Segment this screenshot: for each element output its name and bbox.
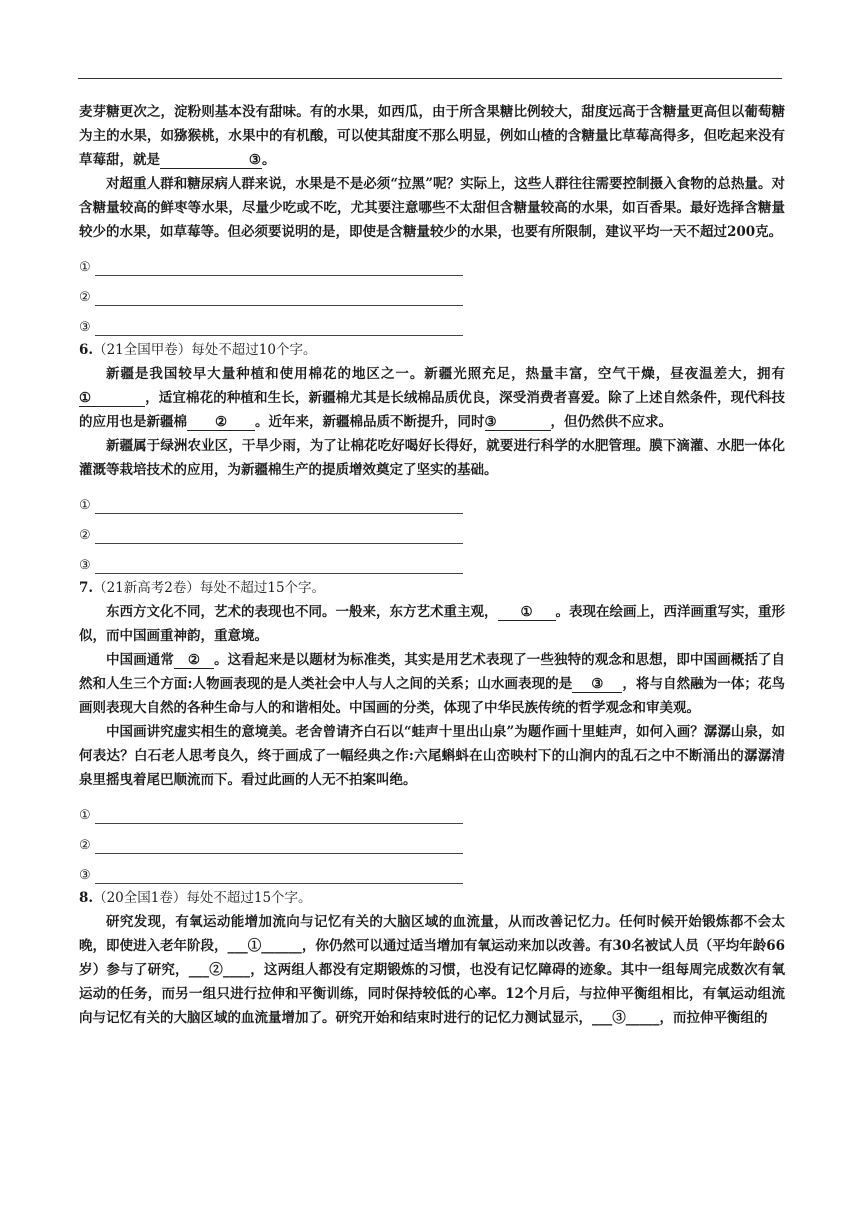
question-7-paragraph-2: 中国画通常 ② 。这看起来是以题材为标准类，其实是用艺术表现了一些独特的观念和思想，即中国画概括了自然和人生三个方面:人物画表现的是人类社会中人与人之间的关系；山水画表现的是 ③ ，将与自然融为一体；花鸟画则表现大自然的各种生命与人的和谐相处。中国画的分类，体现了中华民族传统的哲学观念和审美观。	[79, 652, 786, 716]
answer-line[interactable]: ①	[79, 794, 785, 824]
question-7-paragraph-1: 东西方文化不同，艺术的表现也不同。一般来，东方艺术重主观， ① 。表现在绘画上，西洋画重写实，重形似，而中国画重神韵，重意境。	[79, 604, 785, 644]
answer-line[interactable]: ②	[79, 276, 785, 306]
blank-1: ___①______	[227, 938, 302, 954]
blank-2: ___②____	[188, 962, 250, 978]
answer-line[interactable]: ③	[79, 544, 785, 574]
header-rule	[78, 78, 782, 79]
answer-lines-7	[79, 794, 785, 884]
question-8-heading: 8.（20全国1卷）每处不超过15个字。	[79, 890, 312, 906]
document-body	[79, 100, 785, 1030]
question-6-heading: 6.（21全国甲卷）每处不超过10个字。	[79, 342, 317, 358]
answer-line[interactable]: ③	[79, 306, 785, 336]
answer-line[interactable]: ②	[79, 824, 785, 854]
question-8-paragraph-1: 研究发现，有氧运动能增加流向与记忆有关的大脑区域的血流量，从而改善记忆力。任何时候开始锻炼都不会太晚，即使进入老年阶段，___①______，你仍然可以通过适当增加有氧运动来加以改善。有30名被试人员（平均年龄66岁）参与了研究，___②____，这两组人都没有定期锻炼的习惯，也没有记忆障碍的迹象。其中一组每周完成数次有氧运动的任务，而另一组只进行拉伸和平衡训练，同时保持较低的心率。12个月后，与拉伸平衡组相比，有氧运动组流向与记忆有关的大脑区域的血流量增加了。研究开始和结束时进行的记忆力测试显示，___③_____，而拉伸平衡组的	[79, 914, 786, 1026]
answer-line[interactable]: ②	[79, 514, 785, 544]
answer-line[interactable]: ①	[79, 484, 785, 514]
passage-5-paragraph-2: 对超重人群和糖尿病人群来说，水果是不是必须“拉黑”呢？实际上，这些人群往往需要控制摄入食物的总热量。对含糖量较高的鲜枣等水果，尽量少吃或不吃，尤其要注意哪些不太甜但含糖量较高的水果，如百香果。最好选择含糖量较少的水果，如草莓等。但必须要说明的是，即使是含糖量较少的水果，也要有所限制，建议平均一天不超过200克。	[79, 176, 785, 240]
blank-3: ③	[572, 676, 622, 693]
blank-3: ③	[160, 152, 262, 169]
passage-5-paragraph-1: 麦芽糖更次之，淀粉则基本没有甜味。有的水果，如西瓜，由于所含果糖比例较大，甜度远高于含糖量更高但以葡萄糖为主的水果，如猕猴桃，水果中的有机酸，可以使其甜度不那么明显，例如山楂的含糖量比草莓高得多，但吃起来没有草莓甜，就是 ③。	[79, 104, 785, 168]
answer-lines-6	[79, 484, 785, 574]
blank-3: ___③_____	[592, 1010, 660, 1026]
question-6-paragraph-1: 新疆是我国较早大量种植和使用棉花的地区之一。新疆光照充足，热量丰富，空气干燥，昼夜温差大，拥有① ，适宜棉花的种植和生长，新疆棉尤其是长绒棉品质优良，深受消费者喜爱。除了上述自然条件，现代科技的应用也是新疆棉 ② 。近年来，新疆棉品质不断提升，同时③ ，但仍然供不应求。	[79, 366, 785, 430]
blank-2: ②	[174, 652, 214, 669]
question-6-paragraph-2: 新疆属于绿洲农业区，干旱少雨，为了让棉花吃好喝好长得好，就要进行科学的水肥管理。膜下滴灌、水肥一体化灌溉等栽培技术的应用，为新疆棉生产的提质增效奠定了坚实的基础。	[79, 438, 785, 478]
question-7-paragraph-3: 中国画讲究虚实相生的意境美。老舍曾请齐白石以“蛙声十里出山泉”为题作画十里蛙声，如何入画？潺潺山泉，如何表达？白石老人思考良久，终于画成了一幅经典之作:六尾蝌蚪在山峦映村下的山涧内的乱石之中不断涌出的潺潺清泉里摇曳着尾巴顺流而下。看过此画的人无不拍案叫绝。	[79, 724, 785, 788]
blank-3: ③	[485, 414, 551, 431]
answer-line[interactable]: ①	[79, 246, 785, 276]
blank-1: ①	[79, 390, 145, 407]
question-7-heading: 7.（21新高考2卷）每处不超过15个字。	[79, 580, 326, 596]
blank-1: ①	[498, 604, 556, 621]
blank-2: ②	[187, 414, 255, 431]
answer-line[interactable]: ③	[79, 854, 785, 884]
answer-lines-5	[79, 246, 785, 336]
